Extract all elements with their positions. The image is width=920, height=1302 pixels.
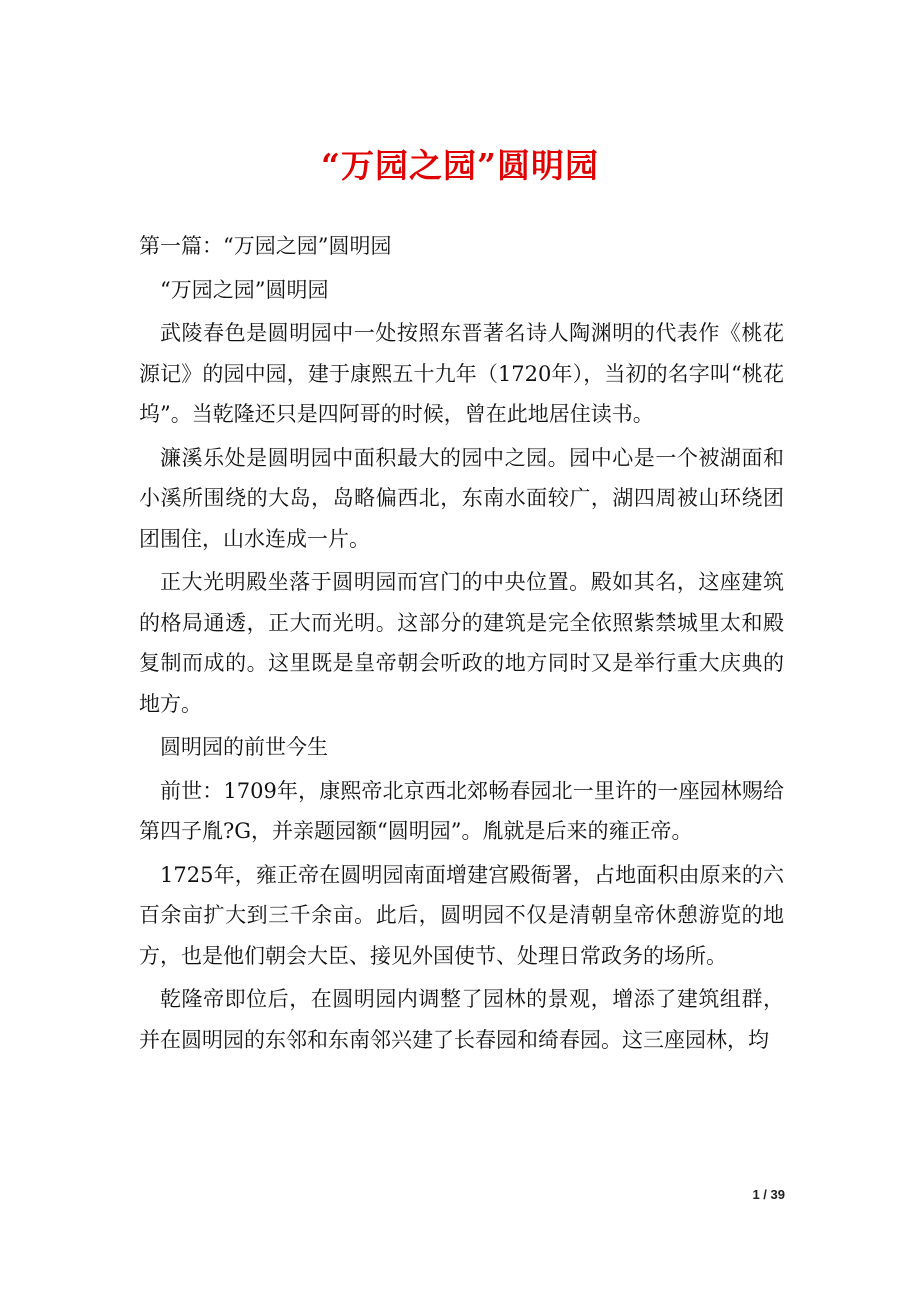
- paragraph: 濂溪乐处是圆明园中面积最大的园中之园。园中心是一个被湖面和小溪所围绕的大岛，岛略偏西北，东南水面较广，湖四周被山环绕团团围住，山水连成一片。: [139, 445, 784, 551]
- paragraph: 前世：1709年，康熙帝北京西北郊畅春园北一里许的一座园林赐给第四子胤?G，并亲题园额“圆明园”。胤就是后来的雍正帝。: [139, 778, 784, 843]
- paragraph: 圆明园的前世今生: [160, 735, 328, 759]
- paragraph: “万园之园”圆明园: [160, 277, 329, 302]
- paragraph: 正大光明殿坐落于圆明园而宫门的中央位置。殿如其名，这座建筑的格局通透，正大而光明。这部分的建筑是完全依照紫禁城里太和殿复制而成的。这里既是皇帝朝会听政的地方同时又是举行重大庆典的地方。: [139, 570, 784, 716]
- page-number: 1 / 39: [752, 1187, 785, 1202]
- paragraph: 武陵春色是圆明园中一处按照东晋著名诗人陶渊明的代表作《桃花源记》的园中园，建于康熙五十九年（1720年），当初的名字叫“桃花坞”。当乾隆还只是四阿哥的时候，曾在此地居住读书。: [139, 321, 784, 426]
- paragraph: 1725年，雍正帝在圆明园南面增建宫殿衙署，占地面积由原来的六百余亩扩大到三千余亩。此后，圆明园不仅是清朝皇帝休憩游览的地方，也是他们朝会大臣、接见外国使节、处理日常政务的场所。: [139, 862, 784, 968]
- document-title: “万园之园”圆明园: [321, 146, 599, 185]
- paragraph: 乾隆帝即位后，在圆明园内调整了园林的景观，增添了建筑组群，并在圆明园的东邻和东南邻兴建了长春园和绮春园。这三座园林，均: [139, 987, 784, 1052]
- document-body: [139, 226, 784, 1063]
- paragraph: 第一篇：“万园之园”圆明园: [139, 234, 392, 258]
